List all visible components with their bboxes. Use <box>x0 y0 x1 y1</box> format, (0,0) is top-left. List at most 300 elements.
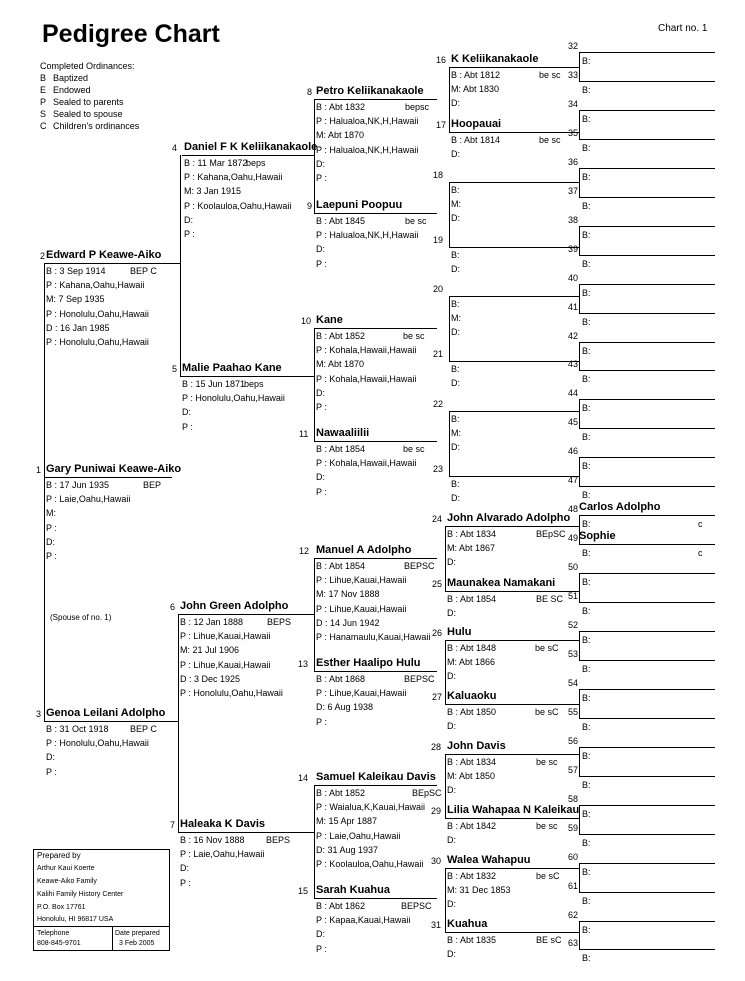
person-number: 29 <box>431 806 442 816</box>
person-number: 44 <box>568 388 579 398</box>
person-number: 11 <box>299 429 309 439</box>
connector-line <box>178 832 297 833</box>
connector-line <box>579 892 715 893</box>
person-detail: B : Abt 1850 <box>447 707 497 717</box>
connector-line <box>579 428 715 429</box>
person-number: 4 <box>172 143 178 153</box>
connector-line <box>579 863 580 892</box>
connector-line <box>577 132 579 133</box>
person-detail: D : 14 Jun 1942 <box>316 617 380 628</box>
person-detail: B : 17 Jun 1935 <box>46 480 110 490</box>
page-title: Pedigree Chart <box>42 20 220 48</box>
person-detail: D: <box>447 608 456 619</box>
person-detail: B : 11 Mar 1872 <box>184 158 248 168</box>
legend-heading: Completed Ordinances: <box>40 61 135 71</box>
connector-line <box>579 399 580 428</box>
connector-line <box>449 296 577 297</box>
connector-line <box>579 139 715 140</box>
person-detail: M: 21 Jul 1906 <box>180 645 240 656</box>
person-detail: B: <box>582 114 591 124</box>
connector-line <box>445 526 446 591</box>
connector-line <box>579 110 580 139</box>
person-detail: D: <box>451 149 460 160</box>
person-name: Edward P Keawe-Aiko <box>46 249 162 261</box>
person-detail: D: <box>316 244 325 255</box>
connector-line <box>579 747 715 748</box>
person-detail: P : Halualoa,NK,H,Hawaii <box>316 116 419 127</box>
person-detail: D: <box>316 387 325 398</box>
legend-text: Sealed to spouse <box>53 109 123 119</box>
person-detail: B: <box>582 403 591 413</box>
person-detail: M: Abt 1867 <box>447 543 496 554</box>
connector-line <box>314 328 315 441</box>
person-detail: P : Honolulu,Oahu,Hawaii <box>180 688 283 698</box>
connector-line <box>297 376 314 377</box>
person-number: 19 <box>433 235 444 245</box>
connector-line <box>579 689 580 718</box>
connector-line <box>579 457 580 486</box>
connector-line <box>579 834 715 835</box>
person-detail: B : Abt 1852 <box>316 331 366 341</box>
person-detail: B : Abt 1852 <box>316 788 366 798</box>
person-detail: D: <box>451 378 460 389</box>
person-number: 24 <box>432 514 443 524</box>
connector-line <box>445 932 577 933</box>
legend-code: E <box>40 85 47 95</box>
person-number: 63 <box>568 938 579 948</box>
connector-line <box>577 182 579 183</box>
connector-line <box>577 296 579 297</box>
connector-line <box>579 921 580 949</box>
connector-line <box>577 868 579 869</box>
person-detail: B: <box>582 201 591 211</box>
connector-line <box>579 52 715 53</box>
connector-line <box>579 921 715 922</box>
person-detail: P : Laie,Oahu,Hawaii <box>180 849 265 860</box>
person-number: 30 <box>431 856 442 866</box>
person-detail: B: <box>582 374 591 384</box>
prepared-label: Prepared by <box>37 851 81 860</box>
legend-text: Sealed to parents <box>53 97 124 107</box>
person-detail: B : Abt 1854 <box>316 444 366 454</box>
person-number: 20 <box>433 284 444 294</box>
connector-line <box>314 558 315 671</box>
person-detail: B: <box>582 780 591 790</box>
person-detail: B: <box>582 606 591 616</box>
connector-line <box>579 805 715 806</box>
person-detail: P : <box>316 943 327 954</box>
prepared-line: Arthur Kaui Koerte <box>37 865 95 872</box>
ordinance-codes: BEP <box>143 480 162 490</box>
connector-line <box>445 754 577 755</box>
person-detail: P : Kohala,Hawaii,Hawaii <box>316 345 417 356</box>
connector-line <box>577 754 579 755</box>
connector-line <box>577 640 579 641</box>
person-detail: B : Abt 1868 <box>316 674 366 684</box>
person-detail: P : <box>316 716 327 727</box>
connector-line <box>172 263 180 264</box>
person-detail: P : <box>316 258 327 269</box>
connector-line <box>579 284 715 285</box>
person-detail: B: <box>582 953 591 963</box>
ordinance-codes: be sC <box>535 707 559 717</box>
person-number: 58 <box>568 794 579 804</box>
person-name: Laepuni Poopuu <box>316 199 403 211</box>
ordinance-codes: BEP C <box>130 724 157 734</box>
person-number: 50 <box>568 562 579 572</box>
connector-line <box>449 476 577 477</box>
connector-line <box>579 631 580 660</box>
person-number: 56 <box>568 736 579 746</box>
person-name: Walea Wahapuu <box>447 854 531 866</box>
person-detail: P : Kahana,Oahu,Hawaii <box>46 280 145 291</box>
person-number: 25 <box>432 579 443 589</box>
connector-line <box>579 313 715 314</box>
person-number: 27 <box>432 692 443 702</box>
legend-code: C <box>40 121 47 131</box>
person-name: Malie Paahao Kane <box>182 362 282 374</box>
person-name: Esther Haalipo Hulu <box>316 657 421 669</box>
connector-line <box>579 631 715 632</box>
connector-line <box>579 805 580 834</box>
person-number: 22 <box>433 399 444 409</box>
person-name: Nawaaliilii <box>316 427 370 439</box>
person-number: 59 <box>568 823 579 833</box>
legend-code: P <box>40 97 47 107</box>
person-detail: D: <box>451 213 460 224</box>
person-detail: D: <box>447 671 456 682</box>
person-detail: D: <box>180 863 189 874</box>
connector-line <box>579 486 715 487</box>
person-detail: M: 7 Sep 1935 <box>46 294 105 305</box>
person-detail: B: <box>582 259 591 269</box>
person-detail: P : Kohala,Hawaii,Hawaii <box>316 373 417 384</box>
connector-line <box>579 776 715 777</box>
person-detail: M: 3 Jan 1915 <box>184 186 242 197</box>
connector-line <box>178 614 179 832</box>
connector-line <box>579 718 715 719</box>
person-detail: B : Abt 1812 <box>451 70 501 80</box>
person-number: 35 <box>568 128 579 138</box>
connector-line <box>577 411 579 412</box>
person-detail: D: <box>182 407 191 418</box>
person-detail: B: <box>582 56 591 66</box>
person-detail: D : 3 Dec 1925 <box>180 673 241 684</box>
connector-line <box>579 863 715 864</box>
ordinance-codes: be sc <box>403 444 425 454</box>
person-detail: B: <box>582 317 591 327</box>
person-number: 38 <box>568 215 579 225</box>
person-number: 5 <box>172 364 178 374</box>
person-name: Carlos Adolpho <box>579 501 661 513</box>
person-detail: D: <box>46 752 55 763</box>
connector-line <box>579 284 580 313</box>
connector-line <box>44 477 172 478</box>
person-detail: B : Abt 1862 <box>316 901 366 911</box>
connector-line <box>579 573 715 574</box>
connector-line <box>44 263 177 264</box>
person-detail: B: <box>451 364 460 374</box>
person-name: Hulu <box>447 626 472 638</box>
person-name: K Keliikanakaole <box>451 53 539 65</box>
person-name: Lilia Wahapaa N Kaleikau <box>447 804 580 816</box>
connector-line <box>178 614 305 615</box>
connector-line <box>579 370 715 371</box>
connector-line <box>579 342 715 343</box>
connector-line <box>445 591 577 592</box>
person-detail: P : Kohala,Hawaii,Hawaii <box>316 458 417 469</box>
person-number: 48 <box>568 504 579 514</box>
connector-line <box>579 949 715 950</box>
person-detail: D: <box>451 493 460 504</box>
person-detail: B : 31 Oct 1918 <box>46 724 109 734</box>
person-number: 61 <box>568 881 579 891</box>
person-detail: P : Lihue,Kauai,Hawaii <box>316 575 407 586</box>
connector-line <box>449 411 450 476</box>
person-name: Samuel Kaleikau Davis <box>316 771 436 783</box>
person-detail: B: <box>582 925 591 935</box>
person-name: John Davis <box>447 740 506 752</box>
person-number: 17 <box>436 120 447 130</box>
person-number: 6 <box>170 602 176 612</box>
connector-line <box>449 247 577 248</box>
connector-line <box>579 515 580 544</box>
prepared-line: Honolulu, HI 96817 USA <box>37 916 114 923</box>
connector-line <box>314 328 437 329</box>
person-detail: P : Hanamaulu,Kauai,Hawaii <box>316 632 431 642</box>
connector-line <box>577 591 579 592</box>
connector-line <box>445 526 577 527</box>
person-detail: D: <box>46 536 55 547</box>
person-detail: D: <box>447 721 456 732</box>
ordinance-codes: BE sC <box>536 935 562 945</box>
person-name: Petro Keliikanakaole <box>316 85 424 97</box>
person-detail: B : Abt 1848 <box>447 643 497 653</box>
person-number: 57 <box>568 765 579 775</box>
connector-line <box>445 868 577 869</box>
person-detail: P : Lihue,Kauai,Hawaii <box>316 603 407 614</box>
person-number: 53 <box>568 649 579 659</box>
person-name: Sophie <box>579 530 616 542</box>
person-number: 23 <box>433 464 444 474</box>
person-detail: B: <box>582 577 591 587</box>
ordinance-codes: BEPSC <box>401 901 432 911</box>
person-number: 12 <box>299 546 310 556</box>
person-number: 33 <box>568 70 579 80</box>
telephone-value: 808-845-9701 <box>37 940 81 947</box>
person-detail: P : <box>46 766 57 777</box>
person-detail: P : Lihue,Kauai,Hawaii <box>180 659 271 670</box>
person-detail: P : <box>184 229 195 239</box>
person-number: 32 <box>568 41 579 51</box>
person-number: 15 <box>298 886 309 896</box>
person-detail: P : Waialua,K,Kauai,Hawaii <box>316 802 426 813</box>
person-detail: D: <box>316 929 325 940</box>
connector-line <box>579 457 715 458</box>
connector-line <box>449 296 450 361</box>
person-detail: B: <box>582 635 591 645</box>
connector-line <box>577 476 579 477</box>
person-detail: P : Laie,Oahu,Hawaii <box>316 830 401 841</box>
person-detail: P : Koolauloa,Oahu,Hawaii <box>184 200 292 211</box>
person-detail: B : 12 Jan 1888 <box>180 617 244 627</box>
person-detail: P : Honolulu,Oahu,Hawaii <box>46 738 149 749</box>
box-divider <box>112 926 113 950</box>
person-detail: D: <box>447 785 456 796</box>
ordinance-codes: beps <box>244 379 264 389</box>
person-number: 41 <box>568 302 579 312</box>
connector-line <box>182 155 311 156</box>
person-detail: D: <box>447 899 456 910</box>
person-detail: B : Abt 1832 <box>447 871 497 881</box>
person-number: 37 <box>568 186 579 196</box>
person-detail: P : Honolulu,Oahu,Hawaii <box>46 308 149 319</box>
connector-line <box>305 614 314 615</box>
connector-line <box>579 689 715 690</box>
ordinance-codes: c <box>698 548 703 558</box>
person-detail: P : Kahana,Oahu,Hawaii <box>184 172 283 183</box>
person-detail: B: <box>582 838 591 848</box>
person-number: 26 <box>432 628 443 638</box>
ordinance-codes: BEPSC <box>404 674 435 684</box>
person-number: 52 <box>568 620 579 630</box>
person-detail: D: <box>451 98 460 109</box>
person-number: 1 <box>36 465 42 475</box>
person-detail: B: <box>451 479 460 489</box>
box-divider <box>33 926 169 927</box>
connector-line <box>579 81 715 82</box>
ordinance-codes: be sc <box>539 70 561 80</box>
person-detail: B: <box>582 664 591 674</box>
person-detail: B: <box>451 250 460 260</box>
connector-line <box>579 342 580 370</box>
connector-line <box>577 526 579 527</box>
person-detail: P : <box>316 402 327 412</box>
person-detail: B: <box>582 693 591 703</box>
person-detail: M: Abt 1830 <box>451 84 500 95</box>
person-number: 47 <box>568 475 579 485</box>
person-number: 43 <box>568 359 579 369</box>
ordinance-codes: be sC <box>535 643 559 653</box>
person-detail: B : Abt 1814 <box>451 135 501 145</box>
person-detail: P : <box>182 421 193 432</box>
ordinance-codes: be sc <box>539 135 561 145</box>
connector-line <box>314 898 437 899</box>
connector-line <box>577 704 579 705</box>
person-name: John Green Adolpho <box>180 600 289 612</box>
connector-line <box>445 640 577 641</box>
person-number: 60 <box>568 852 579 862</box>
connector-line <box>449 132 577 133</box>
person-number: 18 <box>433 170 444 180</box>
person-detail: D: <box>184 214 193 225</box>
person-detail: B : Abt 1834 <box>447 757 497 767</box>
person-detail: P : <box>46 551 57 561</box>
person-detail: D: 6 Aug 1938 <box>316 702 374 713</box>
person-name: Sarah Kuahua <box>316 884 390 896</box>
person-detail: P : Halualoa,NK,H,Hawaii <box>316 144 419 155</box>
person-detail: B: <box>582 722 591 732</box>
person-detail: B : Abt 1832 <box>316 102 366 112</box>
person-detail: B: <box>582 896 591 906</box>
person-detail: D: <box>447 949 456 960</box>
legend-code: S <box>40 109 47 119</box>
person-number: 39 <box>568 244 579 254</box>
ordinance-codes: BEP C <box>130 266 157 276</box>
person-detail: M: 17 Nov 1888 <box>316 589 380 600</box>
connector-line <box>445 704 577 705</box>
person-detail: B: <box>582 230 591 240</box>
connector-line <box>579 168 715 169</box>
person-detail: P : Kapaa,Kauai,Hawaii <box>316 915 411 926</box>
ordinance-codes: BEpSC <box>412 788 442 798</box>
person-detail: B : 15 Jun 1871 <box>182 379 246 389</box>
person-detail: P : Lihue,Kauai,Hawaii <box>316 688 407 699</box>
person-name: Kaluaoku <box>447 690 497 702</box>
person-detail: P : Lihue,Kauai,Hawaii <box>180 631 271 642</box>
connector-line <box>314 671 437 672</box>
connector-line <box>314 785 437 786</box>
person-number: 62 <box>568 910 579 920</box>
connector-line <box>449 182 450 247</box>
connector-line <box>579 399 715 400</box>
ordinance-codes: c <box>698 519 703 529</box>
person-detail: D: <box>316 472 325 483</box>
person-detail: B: <box>582 519 591 529</box>
person-detail: M: <box>451 313 461 324</box>
person-detail: B: <box>582 346 591 356</box>
person-number: 42 <box>568 331 579 341</box>
person-detail: B : Abt 1854 <box>447 594 497 604</box>
person-detail: D: <box>451 264 460 275</box>
person-number: 31 <box>431 920 442 930</box>
person-detail: P : Laie,Oahu,Hawaii <box>46 494 131 505</box>
person-detail: B: <box>451 185 460 195</box>
person-number: 46 <box>568 446 579 456</box>
person-detail: M: Abt 1870 <box>316 359 365 370</box>
person-detail: B : Abt 1845 <box>316 216 366 226</box>
person-detail: B: <box>582 288 591 298</box>
prepared-line: Kalihi Family History Center <box>37 891 124 898</box>
person-detail: B : Abt 1835 <box>447 935 497 945</box>
connector-line <box>314 785 315 898</box>
person-detail: P : <box>316 486 327 497</box>
person-name: John Alvarado Adolpho <box>447 512 571 524</box>
person-detail: B : Abt 1842 <box>447 821 497 831</box>
person-detail: B: <box>582 751 591 761</box>
connector-line <box>577 361 579 362</box>
legend-code: B <box>40 73 47 83</box>
ordinance-codes: be sc <box>405 216 427 226</box>
person-number: 34 <box>568 99 579 109</box>
connector-line <box>314 99 315 213</box>
ordinance-codes: be sc <box>536 757 558 767</box>
person-detail: P : Halualoa,NK,H,Hawaii <box>316 230 419 241</box>
chart-number: Chart no. 1 <box>658 23 708 34</box>
person-detail: P : Honolulu,Oahu,Hawaii <box>182 393 285 404</box>
ordinance-codes: BEPS <box>267 617 292 627</box>
connector-line <box>314 99 437 100</box>
person-number: 28 <box>431 742 442 752</box>
ordinance-codes: be sc <box>403 331 425 341</box>
person-number: 8 <box>307 87 313 97</box>
person-detail: B : 3 Sep 1914 <box>46 266 106 276</box>
ordinance-codes: be sC <box>536 871 560 881</box>
connector-line <box>445 868 446 932</box>
person-name: Hoopauai <box>451 118 502 130</box>
person-number: 7 <box>170 820 176 830</box>
ordinance-codes: beps <box>246 158 266 168</box>
